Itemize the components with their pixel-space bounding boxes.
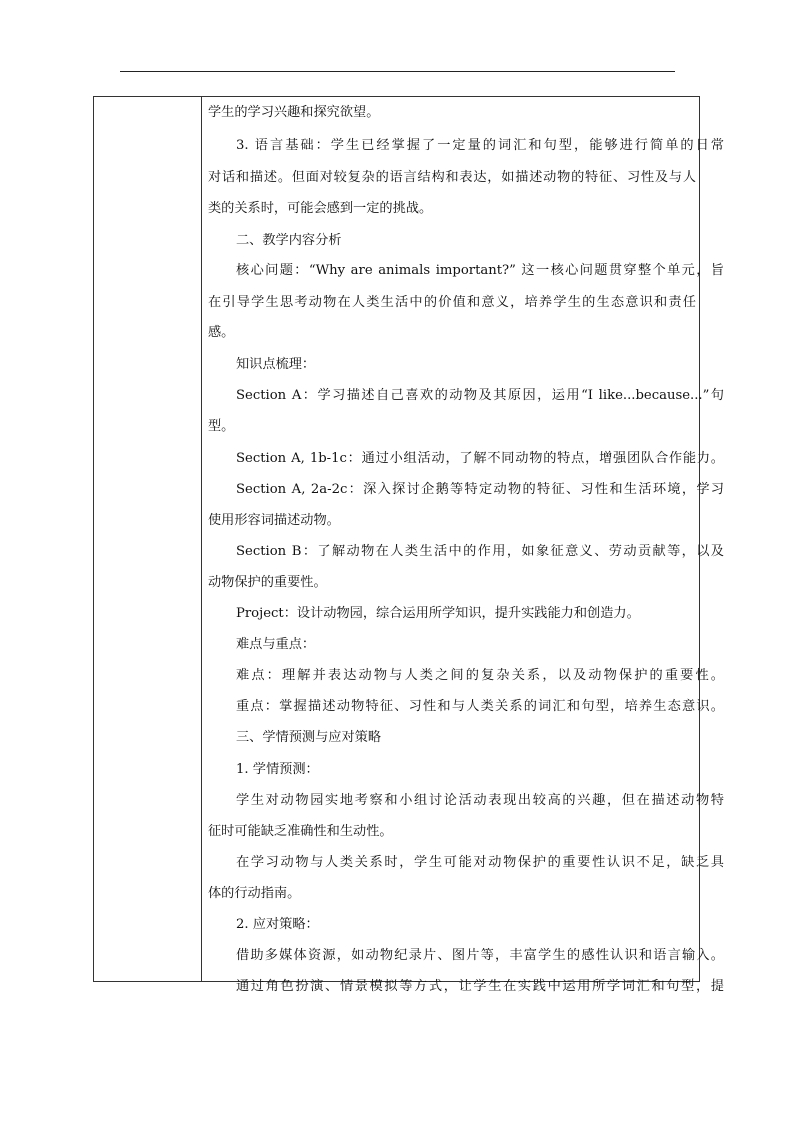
text-line: 感。 <box>208 325 235 340</box>
text-line: 1. 学情预测： <box>236 762 319 777</box>
text-line: 知识点梳理： <box>236 357 316 372</box>
text-line: Project：设计动物园，综合运用所学知识，提升实践能力和创造力。 <box>236 606 640 621</box>
text-line: 在学习动物与人类关系时，学生可能对动物保护的重要性认识不足，缺乏具 <box>236 855 724 870</box>
text-line: 动物保护的重要性。 <box>208 575 327 590</box>
text-line: 2. 应对策略： <box>236 917 319 932</box>
text-line: Section A, 2a-2c：深入探讨企鹅等特定动物的特征、习性和生活环境，学习 <box>236 482 724 497</box>
text-line: 通过角色扮演、情景模拟等方式，让学生在实践中运用所学词汇和句型，提 <box>236 979 724 994</box>
text-line: 学生对动物园实地考察和小组讨论活动表现出较高的兴趣，但在描述动物特 <box>236 793 724 808</box>
text-line: 难点：理解并表达动物与人类之间的复杂关系，以及动物保护的重要性。 <box>236 668 724 683</box>
text-line: 在引导学生思考动物在人类生活中的价值和意义，培养学生的生态意识和责任 <box>208 295 696 310</box>
section-heading: 二、教学内容分析 <box>236 233 342 248</box>
text-line: 核心问题：“Why are animals important?” 这一核心问题贯穿整个单元，旨 <box>236 263 724 278</box>
text-line: 对话和描述。但面对较复杂的语言结构和表达，如描述动物的特征、习性及与人 <box>208 170 696 185</box>
header-rule <box>120 71 675 72</box>
text-line: 使用形容词描述动物。 <box>208 513 340 528</box>
text-line: 重点：掌握描述动物特征、习性和与人类关系的词汇和句型，培养生态意识。 <box>236 699 724 714</box>
text-line: Section A：学习描述自己喜欢的动物及其原因，运用“I like...because...”句 <box>236 388 724 403</box>
lesson-plan-table <box>93 96 724 994</box>
text-line: 学生的学习兴趣和探究欲望。 <box>208 105 380 120</box>
column-divider <box>201 97 202 981</box>
text-line: Section B：了解动物在人类生活中的作用，如象征意义、劳动贡献等，以及 <box>236 544 724 559</box>
text-line: 征时可能缺乏准确性和生动性。 <box>208 824 393 839</box>
text-line: 类的关系时，可能会感到一定的挑战。 <box>208 201 433 216</box>
text-line: Section A, 1b-1c：通过小组活动，了解不同动物的特点，增强团队合作能力。 <box>236 451 724 466</box>
text-line: 借助多媒体资源，如动物纪录片、图片等，丰富学生的感性认识和语言输入。 <box>236 948 724 963</box>
section-heading: 三、学情预测与应对策略 <box>236 730 382 745</box>
text-line: 难点与重点： <box>236 637 316 652</box>
text-line: 型。 <box>208 419 235 434</box>
text-line: 体的行动指南。 <box>208 886 301 901</box>
text-line: 3. 语言基础：学生已经掌握了一定量的词汇和句型，能够进行简单的日常 <box>236 138 724 153</box>
